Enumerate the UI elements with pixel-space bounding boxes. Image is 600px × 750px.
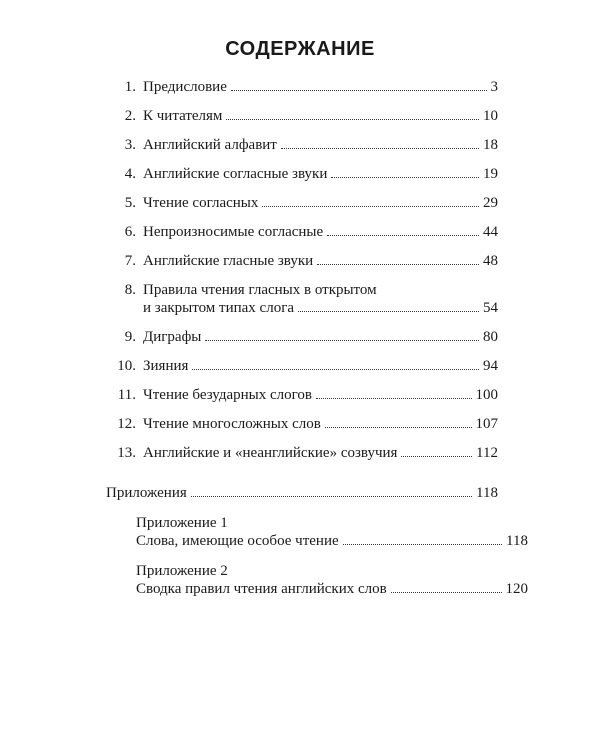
toc-entry-5[interactable]: [106, 194, 498, 212]
toc-entry-title-line1: Приложение 2: [136, 563, 228, 579]
toc-entry-page: 118: [476, 485, 498, 501]
toc-entry-page: 10: [483, 108, 498, 124]
dot-leader: [205, 340, 479, 341]
toc-entry-8[interactable]: [106, 281, 498, 317]
toc-entry-number: 11.: [117, 387, 136, 403]
toc-entry-title: Английский алфавит: [143, 137, 277, 153]
toc-entry-6[interactable]: [106, 223, 498, 241]
dot-leader: [391, 592, 502, 593]
toc-entry-page: 29: [483, 195, 498, 211]
toc-entry-page: 80: [483, 329, 498, 345]
toc-entry-1[interactable]: [106, 78, 498, 96]
toc-entry-title: Диграфы: [143, 329, 202, 345]
toc-entry-page: 94: [483, 358, 498, 374]
toc-entry-title-line2: Слова, имеющие особое чтение: [136, 533, 339, 549]
toc-entry-title-block: [136, 514, 528, 550]
toc-entry-11[interactable]: [106, 386, 498, 404]
toc-entry-number: 4.: [124, 166, 136, 182]
toc-entry-title-line1: Правила чтения гласных в открытом: [143, 282, 377, 298]
toc-entry-title: Чтение согласных: [143, 195, 259, 211]
dot-leader: [327, 235, 479, 236]
page-title: СОДЕРЖАНИЕ: [225, 38, 375, 60]
toc-entry-title: Английские согласные звуки: [143, 166, 328, 182]
toc-entry-title-line2: Сводка правил чтения английских слов: [136, 581, 387, 597]
toc-entry-appendix-1[interactable]: [106, 514, 528, 550]
toc-entry-title: Английские гласные звуки: [143, 253, 314, 269]
toc-entry-page: 3: [490, 79, 498, 95]
dot-leader: [281, 148, 479, 149]
toc-entry-title-line2-row: [136, 580, 528, 598]
toc-entry-title-block: [143, 281, 498, 317]
toc-entry-title: Предисловие: [143, 79, 227, 95]
dot-leader: [343, 544, 502, 545]
toc-entry-page: 118: [506, 533, 528, 549]
toc-entry-title: Английские и «неанглийские» созвучия: [143, 445, 398, 461]
toc-entry-title: К читателям: [143, 108, 223, 124]
dot-leader: [262, 206, 479, 207]
toc-entry-number: 1.: [124, 79, 136, 95]
toc-entry-page: 100: [475, 387, 498, 403]
dot-leader: [192, 369, 479, 370]
toc-entry-page: 120: [505, 581, 528, 597]
toc-entry-number: 3.: [124, 137, 136, 153]
toc-entry-page: 18: [483, 137, 498, 153]
toc-entry-number: 7.: [124, 253, 136, 269]
toc-entry-12[interactable]: [106, 415, 498, 433]
toc-entry-number: 12.: [117, 416, 136, 432]
toc-entry-page: 48: [483, 253, 498, 269]
toc-entry-2[interactable]: [106, 107, 498, 125]
dot-leader: [298, 311, 479, 312]
toc-entry-number: 10.: [117, 358, 136, 374]
toc-entry-10[interactable]: [106, 357, 498, 375]
dot-leader: [317, 264, 479, 265]
toc-entry-number: 8.: [124, 282, 136, 298]
toc-entry-number: 6.: [124, 224, 136, 240]
toc-entry-title: Зияния: [143, 358, 189, 374]
toc-entry-title: Чтение многосложных слов: [143, 416, 321, 432]
toc-entry-page: 44: [483, 224, 498, 240]
dot-leader: [331, 177, 479, 178]
dot-leader: [226, 119, 479, 120]
toc-entry-4[interactable]: [106, 165, 498, 183]
toc-entry-title: Непроизносимые согласные: [143, 224, 324, 240]
toc-entry-appendix[interactable]: [106, 484, 498, 502]
toc-entry-title-block: [136, 562, 528, 598]
toc-entry-page: 107: [475, 416, 498, 432]
toc-entry-page: 54: [483, 300, 498, 316]
dot-leader: [401, 456, 472, 457]
dot-leader: [191, 496, 472, 497]
toc-entry-page: 112: [476, 445, 498, 461]
toc-entry-number: 9.: [124, 329, 136, 345]
toc-entry-title-line1: Приложение 1: [136, 515, 228, 531]
dot-leader: [316, 398, 471, 399]
table-of-contents: [106, 78, 528, 598]
toc-entry-13[interactable]: [106, 444, 498, 462]
toc-entry-number: 5.: [124, 195, 136, 211]
toc-entry-page: 19: [483, 166, 498, 182]
toc-entry-7[interactable]: [106, 252, 498, 270]
toc-entry-title-line2-row: [143, 299, 498, 317]
toc-entry-9[interactable]: [106, 328, 498, 346]
dot-leader: [325, 427, 472, 428]
toc-entry-title: Приложения: [106, 485, 187, 501]
toc-entry-title-line2: и закрытом типах слога: [143, 300, 295, 316]
dot-leader: [231, 90, 487, 91]
toc-entry-title: Чтение безударных слогов: [143, 387, 313, 403]
toc-entry-number: 2.: [124, 108, 136, 124]
toc-entry-3[interactable]: [106, 136, 498, 154]
toc-entry-title-line2-row: [136, 532, 528, 550]
toc-entry-appendix-2[interactable]: [106, 562, 528, 598]
toc-entry-number: 13.: [117, 445, 136, 461]
